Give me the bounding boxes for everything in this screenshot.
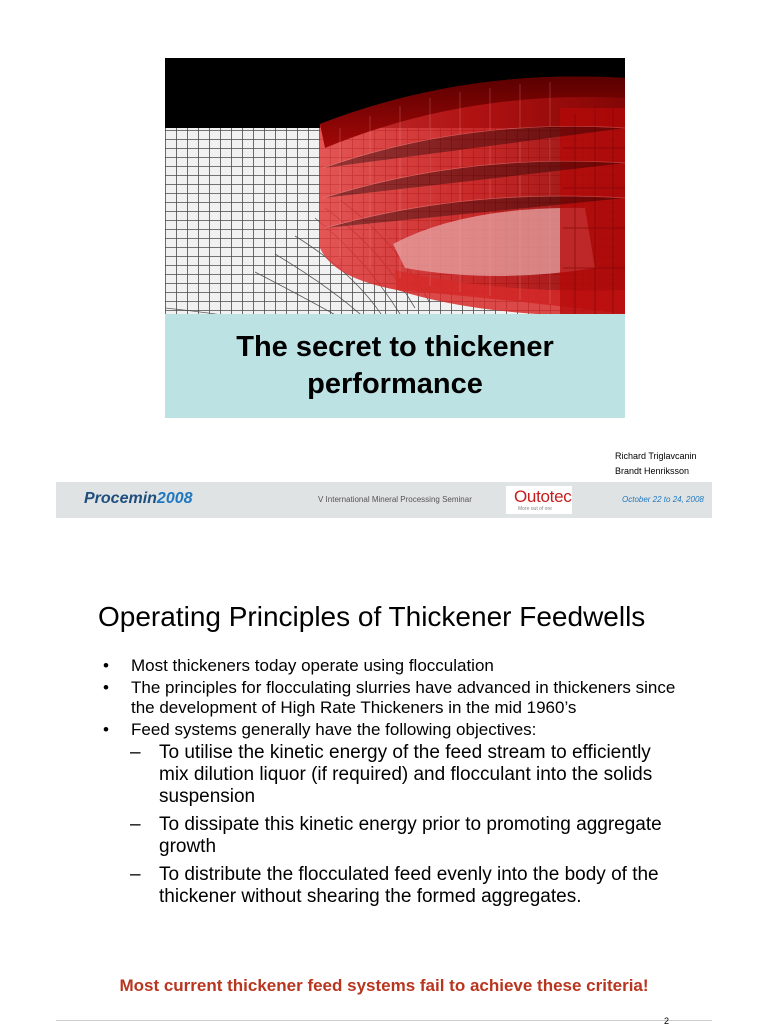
procemin-logo	[84, 490, 193, 508]
outotec-wordmark: Outotec	[514, 487, 572, 506]
sub-bullet-item: – To utilise the kinetic energy of the feed stream to efficiently mix dilution liquor (if required) and flocculant into the solids suspension	[130, 742, 680, 808]
procemin-word: Procemin	[84, 490, 157, 507]
author-name: Brandt Henriksson	[615, 466, 690, 476]
outotec-logo	[506, 486, 572, 514]
bullet-list	[100, 656, 680, 914]
outotec-tagline: More out of ore	[518, 506, 552, 512]
bullet-item: • The principles for flocculating slurries have advanced in thickeners since the development of High Rate Thickeners in the mid 1960’s	[100, 678, 680, 718]
conference-dates: October 22 to 24, 2008	[622, 495, 704, 504]
sub-bullet-list	[130, 742, 680, 908]
callout-text: Most current thickener feed systems fail to achieve these criteria!	[119, 976, 649, 995]
seminar-name: V International Mineral Processing Seminar	[318, 495, 472, 504]
bullet-item: • Most thickeners today operate using flocculation	[100, 656, 680, 676]
sub-bullet-item: – To distribute the flocculated feed evenly into the body of the thickener without shearing the formed aggregates.	[130, 864, 680, 908]
bullet-text: Feed systems generally have the following objectives:	[131, 720, 537, 739]
slide-title: Operating Principles of Thickener Feedwells	[98, 601, 646, 632]
procemin-year: 2008	[156, 490, 193, 507]
bullet-item	[100, 720, 680, 908]
footer-divider	[56, 1020, 712, 1021]
conference-banner	[56, 482, 712, 518]
page-number: 2	[664, 1016, 670, 1026]
sub-bullet-item: – To dissipate this kinetic energy prior to promoting aggregate growth	[130, 814, 680, 858]
author-name: Richard Triglavcanin	[615, 451, 697, 461]
title-box	[165, 314, 625, 418]
presentation-title: The secret to thickener performance	[236, 331, 554, 400]
